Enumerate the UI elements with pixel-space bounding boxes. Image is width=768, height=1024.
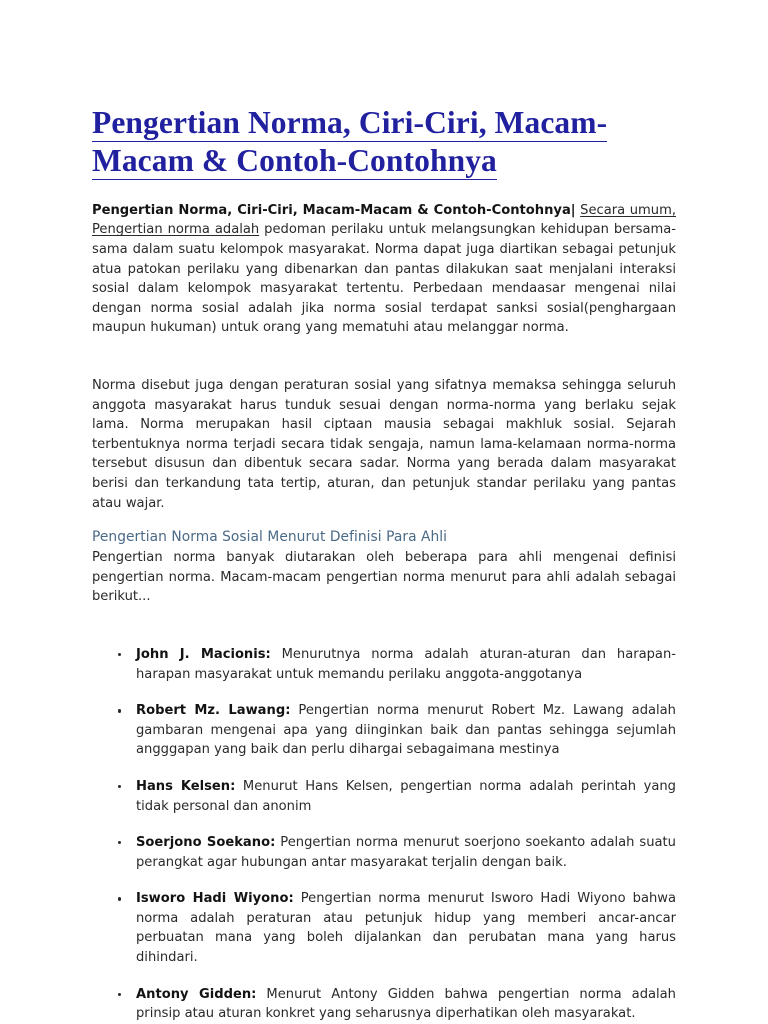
list-item: [92, 701, 676, 760]
expert-name: Hans Kelsen:: [136, 778, 236, 794]
lead-rest-text: pedoman perilaku untuk melangsungkan kehidupan bersama-sama dalam suatu kelompok masyarakat. Norma dapat juga diartikan sebagai petunjuk atua patokan perilaku yang dibenarkan dan pantas dilakukan saat menjalani interaksi sosial dalam kelompok masyarakat tertentu. Perbedaan mendaasar mengenai nilai dengan norma sosial adalah jika norma sosial terdapat sanksi sosial(penghargaan maupun hukuman) untuk orang yang mematuhi atau melanggar norma.: [92, 222, 676, 336]
expert-description: Pengertian norma menurut Isworo Hadi Wiyono bahwa norma adalah peraturan atau petunjuk hidup yang memberi ancar-ancar perbuatan mana yang boleh dijalankan dan perubatan mana yang harus dihindari.: [136, 891, 676, 966]
expert-description: Pengertian norma menurut Robert Mz. Lawang adalah gambaran mengenai apa yang diinginkan baik dan pantas sehingga sejumlah angggapan yang baik dan perlu dihargai sebagaimana mestinya: [136, 703, 676, 758]
bullet-icon: [118, 993, 121, 996]
section-subheading: Pengertian Norma Sosial Menurut Definisi Para Ahli: [92, 529, 448, 546]
expert-definitions-list: [92, 645, 676, 1024]
list-item: [92, 833, 676, 872]
expert-description: Menurutnya norma adalah aturan-aturan dan harapan-harapan masyarakat untuk memandu perilaku anggota-anggotanya: [136, 646, 676, 682]
expert-name: Soerjono Soekano:: [136, 835, 276, 851]
paragraph-3: Pengertian norma banyak diutarakan oleh beberapa para ahli mengenai definisi pengertian norma. Macam-macam pengertian norma menurut para ahli adalah sebagai berikut...: [92, 550, 676, 605]
expert-name: John J. Macionis:: [136, 646, 271, 662]
bullet-icon: [118, 709, 121, 712]
lead-bold-prefix: Pengertian Norma, Ciri-Ciri, Macam-Macam & Contoh-Contohnya|: [92, 202, 576, 218]
expert-name: Antony Gidden:: [136, 986, 257, 1002]
list-item: [92, 645, 676, 684]
list-item: [92, 985, 676, 1024]
bullet-icon: [118, 897, 121, 900]
expert-description: Menurut Hans Kelsen, pengertian norma adalah perintah yang tidak personal dan anonim: [136, 778, 676, 814]
bullet-icon: [118, 841, 121, 844]
bullet-icon: [118, 785, 121, 788]
paragraph-2: Norma disebut juga dengan peraturan sosial yang sifatnya memaksa sehingga seluruh anggota masyarakat harus tunduk sesuai dengan norma-norma yang berlaku sejak lama. Norma merupakan hasil ciptaan mausia sebagai makhluk sosial. Sejarah terbentuknya norma terjadi secara tidak sengaja, namun lama-kelamaan norma-norma tersebut disusun dan dibentuk secara sadar. Norma yang berada dalam masyarakat berisi dan terkandung tata tertip, aturan, dan petunjuk standar perilaku yang pantas atau wajar.: [92, 378, 676, 511]
page-title: [92, 104, 676, 181]
list-item: [92, 889, 676, 967]
lead-underlined-phrase: Secara umum, Pengertian norma adalah: [92, 202, 676, 238]
expert-description: Menurut Antony Gidden bahwa pengertian norma adalah prinsip atau aturan konkret yang seharusnya diperhatikan oleh masyarakat.: [136, 986, 676, 1022]
list-item: [92, 777, 676, 816]
lead-paragraph: [92, 201, 676, 338]
spacer: [92, 338, 676, 376]
expert-name: Isworo Hadi Wiyono:: [136, 891, 294, 907]
expert-name: Robert Mz. Lawang:: [136, 703, 291, 719]
page-title-line-2: Macam & Contoh-Contohnya: [92, 143, 497, 179]
document-content: [92, 104, 676, 1024]
spacer: [92, 513, 676, 527]
expert-description: Pengertian norma menurut soerjono soekanto adalah suatu perangkat agar hubungan antar masyarakat terjalin dengan baik.: [136, 835, 676, 870]
bullet-icon: [118, 653, 121, 656]
spacer: [92, 607, 676, 645]
page-title-line-1: Pengertian Norma, Ciri-Ciri, Macam-: [92, 105, 608, 140]
